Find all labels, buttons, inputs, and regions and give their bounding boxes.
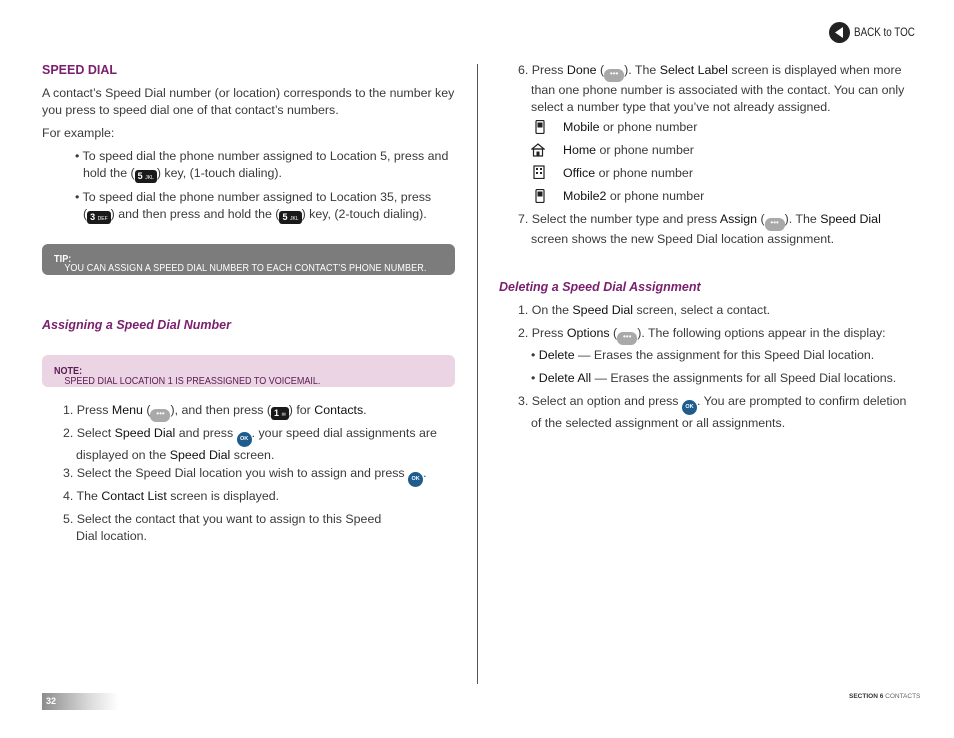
assign-softkey-icon: •••	[765, 218, 785, 231]
ok-button-icon: OK	[408, 472, 423, 487]
number-type-list	[531, 119, 831, 211]
assign-step-2: 2. Select Speed Dial and press OK . your speed dial assignments are displayed on the Speed Dial screen.	[63, 426, 437, 462]
assign-step-5: 5. Select the contact that you want to assign to this Speed Dial location.	[63, 512, 382, 543]
mobile-phone-icon	[533, 189, 547, 203]
ok-button-icon: OK	[237, 432, 252, 447]
tip-box	[42, 244, 455, 275]
menu-ui-label: Menu	[111, 403, 143, 417]
deleting-subheading: Deleting a Speed Dial Assignment	[499, 280, 701, 294]
page-number: 32	[46, 696, 57, 706]
select-label-ui-label: Select Label	[659, 63, 728, 77]
options-softkey-icon: •••	[617, 332, 637, 345]
delete-step-2: 2. Press Options ( ••• ). The following options appear in the display:	[518, 325, 886, 345]
tip-text: TIP: YOU CAN ASSIGN A SPEED DIAL NUMBER TO EACH CONTACT’S PHONE NUMBER.	[54, 253, 427, 274]
options-ui-label: Options	[566, 326, 610, 340]
mobile-phone-icon	[533, 120, 547, 134]
delete-ui-label: Delete	[538, 348, 575, 362]
assign-step-6: 6. Press Done ( ••• ). The Select Label screen is displayed when more than one phone number is associated with the contact. You can only select a number type that you’ve not already assigned.	[518, 63, 905, 114]
home-icon	[531, 143, 545, 157]
key-5-icon: 5 JKL	[279, 211, 301, 224]
assign-step-3: 3. Select the Speed Dial location you wish to assign and press OK .	[63, 465, 427, 487]
ok-button-icon: OK	[682, 400, 697, 415]
number-type-office: Office or phone number	[563, 166, 693, 180]
assign-step-4: 4. The Contact List screen is displayed.	[63, 489, 280, 503]
office-building-icon	[532, 165, 546, 179]
intro-paragraph	[42, 85, 462, 119]
note-text: NOTE: SPEED DIAL LOCATION 1 IS PREASSIGNED TO VOICEMAIL.	[54, 365, 321, 387]
example-bullet-2	[75, 189, 465, 224]
back-arrow-icon	[829, 22, 850, 43]
contact-list-ui-label: Contact List	[101, 489, 167, 503]
back-to-toc-link[interactable]	[829, 22, 919, 44]
speed-dial-heading: SPEED DIAL	[42, 63, 118, 77]
delete-step-3: 3. Select an option and press OK . You are prompted to confirm deletion of the selected assignment or all assignments.	[518, 394, 907, 430]
speed-dial-ui-label: Speed Dial	[820, 212, 881, 226]
section-label: SECTION 6 CONTACTS	[849, 693, 921, 700]
column-divider	[477, 64, 478, 684]
key-1-icon: 1 ✉	[271, 407, 289, 420]
assign-ui-label: Assign	[719, 212, 758, 226]
assign-step-1: 1. Press Menu ( ••• ), and then press ( 1 ✉ ) for Contacts.	[63, 402, 367, 422]
bullet-line: • To speed dial the phone number assigned to Location 35, press	[75, 190, 432, 204]
key-5-icon: 5 JKL	[135, 170, 157, 183]
number-type-home: Home or phone number	[563, 143, 694, 157]
bullet-line: ( 3 DEF ) and then press and hold the ( 5 JKL ) key, (2-touch dialing).	[83, 207, 427, 222]
number-type-mobile: Mobile or phone number	[563, 120, 698, 134]
done-softkey-icon: •••	[604, 69, 624, 82]
for-example-label: For example:	[42, 126, 115, 140]
contacts-ui-label: Contacts	[314, 403, 364, 417]
text-fragment: ) key, (1-touch dialing).	[156, 166, 282, 180]
done-ui-label: Done	[566, 63, 597, 77]
delete-step-1: 1. On the Speed Dial screen, select a contact.	[518, 303, 771, 317]
speed-dial-ui-label: Speed Dial	[572, 303, 634, 317]
note-box	[42, 355, 455, 387]
speed-dial-ui-label: Speed Dial	[114, 426, 176, 440]
number-type-mobile2: Mobile2 or phone number	[563, 189, 705, 203]
option-delete: • Delete — Erases the assignment for this Speed Dial location.	[531, 348, 875, 362]
menu-softkey-icon: •••	[150, 409, 170, 422]
assign-step-7: 7. Select the number type and press Assign ( ••• ). The Speed Dial screen shows the new Speed Dial location assignment.	[518, 212, 881, 246]
key-3-icon: 3 DEF	[87, 211, 111, 224]
intro-line: A contact’s Speed Dial number (or location) corresponds to the number key	[42, 86, 455, 100]
delete-all-ui-label: Delete All	[538, 371, 592, 385]
back-to-toc-label: BACK to TOC	[854, 25, 915, 39]
intro-line: you press to speed dial one of that contact’s numbers.	[42, 103, 339, 117]
bullet-line: • To speed dial the phone number assigned to Location 5, press and	[75, 149, 449, 163]
page-number-tab	[42, 693, 118, 710]
bullet-line	[75, 165, 465, 183]
text-fragment: hold the (	[83, 166, 135, 180]
example-bullet-1	[75, 148, 465, 183]
option-delete-all: • Delete All — Erases the assignments for all Speed Dial locations.	[531, 371, 897, 385]
assigning-subheading: Assigning a Speed Dial Number	[42, 318, 231, 332]
